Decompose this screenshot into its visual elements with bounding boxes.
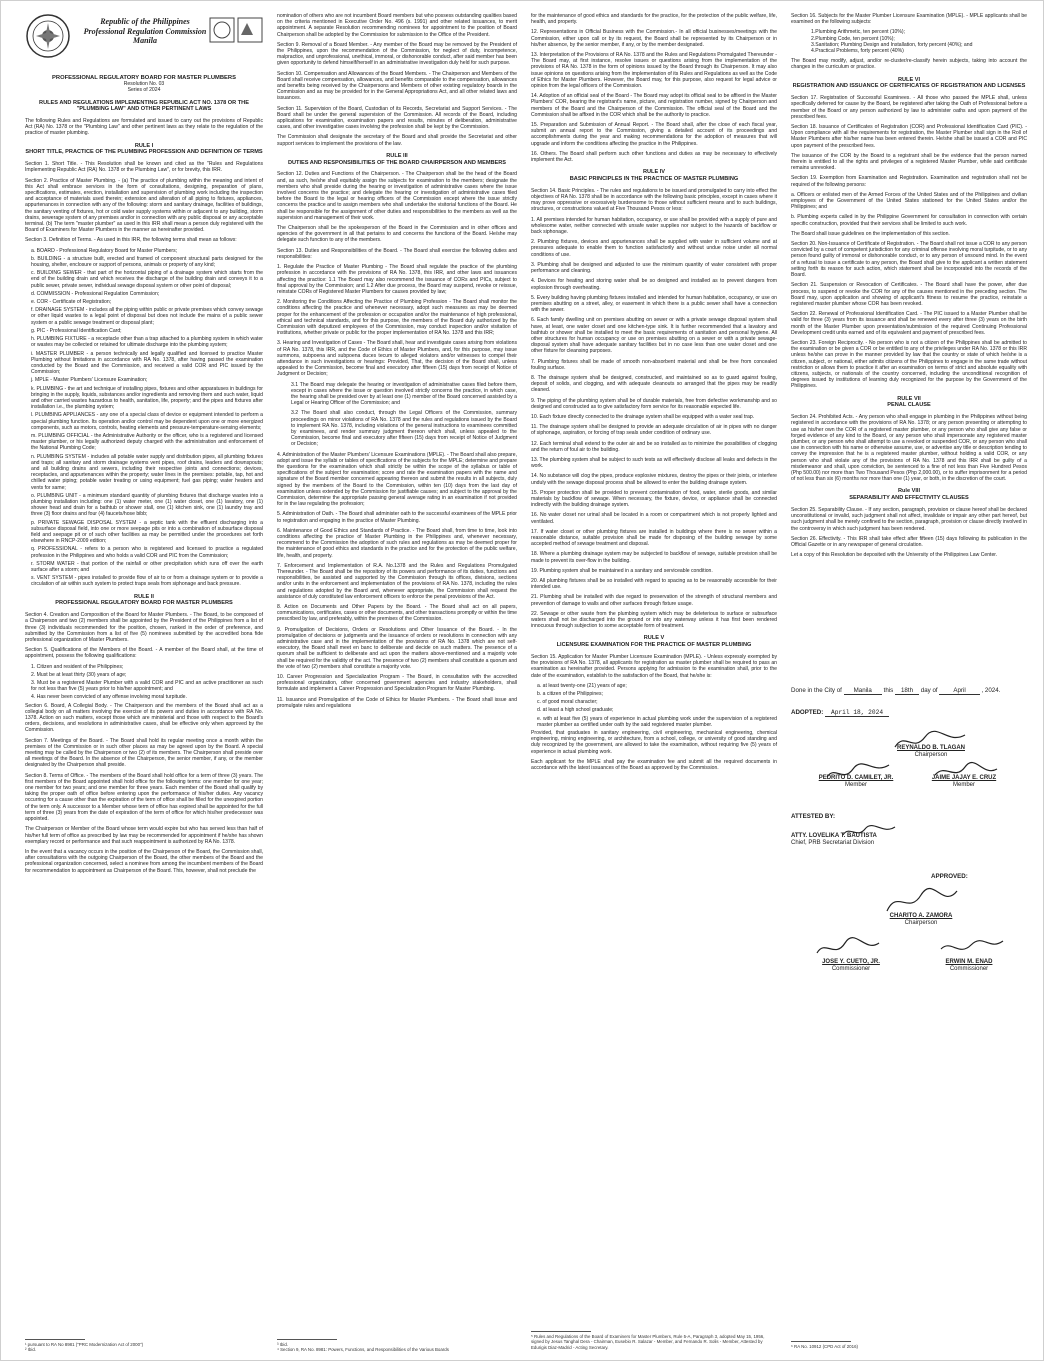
signature-commissioner-2-icon xyxy=(937,935,1007,961)
rule-1-heading xyxy=(25,143,263,157)
rule-8-title: Rule VIII xyxy=(897,488,921,495)
section-2: Section 2. Practice of Master Plumbing. - (a) The practice of plumbing within the meaning and intent of this Act shall embrace services in the form of consultations, designing, preparation of plans, specifications, estimates, erection, installation and supervision of plumbing work including the inspection and acceptance of materials used therein; extension and alteration of all piping to fixtures, appliances, appurtenances in connection with any of the following: storm and sanitary drainage, facilities of buildings, the sanitary venting of fixtures, hot or cold water supply systems within or adjacent to any building, storm drains, sewerage system of any premises and/or in connection with any public disposal or any acceptable terminal. (b) The term "master plumber" as used in this IRR shall mean a person duly registered with the Board of Examiners for Master Plumbers in the manner as hereinafter provided. xyxy=(25,177,263,234)
list-item: 6. Each family dwelling unit on premises abutting on sewer or with a private sewage disposal system shall have, at least, one water closet and one kitchen-type sink. It is further recommended that a lavatory and bathtub or shower shall be installed to meet the basic requirements of sanitation and personal hygiene. All other structures for human occupancy or use on premises abutting on a sewer or with a private sewage-disposal system shall have adequate sanitary facilities but in no case less than one water closet and one other fixture for cleansing purposes. xyxy=(531,317,777,355)
list-item: 4.Practical Problems, forty percent (40%) xyxy=(811,48,904,55)
list-item: 21. Plumbing shall be installed with due regard to preservation of the strength of structural members and prevention of damage to walls and other surfaces through fixture usage. xyxy=(531,594,777,607)
list-item: 16. No water closet nor urinal shall be located in a room or compartment which is not properly lighted and ventilated. xyxy=(531,512,777,525)
rule-3-subtitle: DUTIES AND RESPONSIBILITIES OF THE BOARD CHAIRPERSON AND MEMBERS xyxy=(287,159,507,166)
member-2-title: Member xyxy=(952,782,975,788)
rule-5-subtitle: LICENSURE EXAMINATION FOR THE PRACTICE OF MASTER PLUMBING xyxy=(556,642,752,649)
section-12-para-2: The Chairperson shall be the spokesperson of the Board in the Commission and in other offices and agencies of the government in all that pertains to and concerns the functions of the Board. He/she may delegate such function to any of the members. xyxy=(277,225,517,244)
rule-8-heading xyxy=(791,488,1027,502)
list-item: k. PLUMBING - the art and technique of installing pipes, fixtures and other apparatuses in buildings for bringing in the supply, liquids, substances and/or ingredients and removing them and such water, liquid and other carried wastes hazardous to health, sanitation, life, property; and the pipes and fixtures after installation i.e., the plumbing system; xyxy=(31,385,263,411)
list-item: 4. Administration of the Master Plumbers' Licensure Examinations (MPLE). - The Board shall also prepare, adopt and issue the syllabi or tables of specifications of the subjects for the MPLE; determine and prepare the questions for the examination which shall strictly be within the scope of the syllabus or table of specifications of the subject for examination; score and rate the examination papers with the name and signature of the Board member concerned appearing thereon and submit the results in all subjects, duly signed by the members of the Board to the Commission, within ten (10) days from the last day of examination unless extended by the Commission for justifiable causes; and subject to the approval by the Commission, determine the appropriate passing general average rating in an examination if not provided for in the law regulating the profession; xyxy=(277,451,517,508)
list-item: 7. Enforcement and Implementation of R.A. No.1378 and the Rules and Regulations Promulgated Thereunder. - The Board shall be the repository of its powers and performance of its duties, functions and responsibilities, be assisted and supported by the Commission through its offices, divisions, sections and/or units in the enforcement and implementation of the provisions of RA No. 1378, including the rules and regulations adopted by the Board and, whenever appropriate, the Commission shall request the assistance of duly constituted law enforcement officers to enforce the penal provisions of the Act. xyxy=(277,562,517,600)
list-item: n. PLUMBING SYSTEM - includes all potable water supply and distribution pipes, all plumbing fixtures and traps; all sanitary and storm drainage systems vent pipes, roof drains, leaders and downspouts; and all building drains and sewers, including their respective joints and connections; devices, receptacles, and appurtenances within the property; water lines in the premises: potable, tap, hot and chilled water piping; potable water treating or using equipment; fuel gas piping; water heaters and vents for same; xyxy=(31,453,263,491)
list-item: a. BOARD - Professional Regulatory Board for Master Plumbers; xyxy=(31,247,178,254)
list-item: 9. The piping of the plumbing system shall be of durable materials, free from defective workmanship and so designed and constructed as to give satisfactory form service for its reasonable expected life. xyxy=(531,397,777,410)
footnotes-col-1 xyxy=(25,1339,263,1353)
list-item: 3. Hearing and Investigation of Cases - The Board shall, hear and investigate cases arising from violations of RA No. 1378, this IRR, and the Code of Ethics of Master Plumbers, and, for this purpose, may issue summons, subpoena and subpoena duces tecum to alleged violators and/or witnesses to compel their attendance in such investigations or hearings: Provided, That, the decision of the Board shall, unless appealed to the Commission, become final and executory after fifteen (15) days from receipt of Notice of Judgment or Decision; xyxy=(277,340,517,378)
rule-2-subtitle: PROFESSIONAL REGULATORY BOARD FOR MASTER PLUMBERS xyxy=(55,600,233,607)
list-item: s. VENT SYSTEM - pipes installed to provide flow of air to or from a drainage system or to provide a circulation of air within such system to protect traps seals from siphonage and back pressure. xyxy=(31,575,263,588)
rule-1-title: RULE I xyxy=(134,142,154,149)
list-item: 12. Each terminal shall extend to the outer air and be so installed as to minimize the possibilities of clogging and the return of foul air to the building. xyxy=(531,440,777,453)
subjects-list xyxy=(811,29,1027,54)
member-1-name: PEDRITO D. CAMILET, JR. xyxy=(818,775,894,781)
signatory-commissioner-1 xyxy=(791,959,911,973)
list-item: 14. No substance will clog the pipes, produce explosive mixtures, destroy the pipes or their joints, or interfere unduly with the sewage disposal process shall be allowed to enter the building drainage system. xyxy=(531,473,777,486)
section-8: Section 8. Terms of Office. - The members of the Board shall hold office for a term of three (3) years. The first members of the Board appointed shall hold office for the following terms: one member for one year; one member for two years; and one member for three years. Each member of the Board shall qualify by taking the proper oath of office before entering upon the performance of his/her duties. Any vacancy occurring for a cause other than the expiration of the term of office shall be filled for the unexpired portion of the term only. A successor to a Member whose term of office has expired shall be appointed for the full term of three (3) years from the date of expiration of the term of office for which his/her predecessor was appointed. xyxy=(25,772,263,823)
section-15: Section 15. Application for Master Plumber Licensure Examination (MPLE). - Unless expressly exempted by the provisions of RA No. 1378, all applicants for registration as master plumber shall be required to pass an examination as hereinafter provided. Persons applying for admission to the examination shall, prior to the date of the examination, establish to the satisfaction of the Board, that he/she is: xyxy=(531,654,777,679)
chair-name: REYNALDO B. TLAGAN xyxy=(897,745,965,751)
column-4 xyxy=(791,13,1027,681)
rule-8-subtitle: SEPARABILITY AND EFFECTIVITY CLAUSES xyxy=(849,495,969,502)
duties-continued: for the maintenance of good ethics and standards for the practice, for the protection of the public welfare, life, health, and property. xyxy=(531,13,777,26)
footnote-3: ³ Ibid. xyxy=(277,1342,288,1347)
list-item: 13. The plumbing system shall be subject to such tests as will effectively disclose all leaks and defects in the work. xyxy=(531,456,777,470)
list-item: b. BUILDING - a structure built, erected and framed of component structural parts designed for the housing, shelter, enclosure or support of persons, animals or property of any kind; xyxy=(31,255,263,269)
footnotes-col-2 xyxy=(277,1339,517,1353)
list-item: 3.2 The Board shall also conduct, through the Legal Officers of the Commission, summary proceedings on minor violations of RA No. 1378 and the rules and regulations issued by the Board to implement RA No. 1378, including violations of the general instructions to examinees committed by examinees, and render summary judgment thereon which shall, unless appealed to the Commission, become final and executory after fifteen (15) days from receipt of Notice of Judgment or Decision; xyxy=(291,410,517,448)
section-5: Section 5. Qualifications of the Members of the Board. - A member of the Board shall, at the time of appointment, possess the following qualifications: xyxy=(25,647,263,660)
list-item: 1. Citizen and resident of the Philippines; xyxy=(31,663,124,670)
list-item: o. PLUMBING UNIT - a minimum standard quantity of plumbing fixtures that discharge wastes into a plumbing installation including: one (1) water meter, one (1) water closet, one (1) lavatory, one (1) shower head and drain for a bathtub or shower stall, one (1) kitchen sink, one (1) laundry tray and three (3) floor drains and four (4) faucets/hose bibb; xyxy=(31,492,263,518)
requirements-list xyxy=(531,683,777,728)
letterhead xyxy=(25,13,263,65)
list-item: 4. Has never been convicted of any offense involving moral turpitude. xyxy=(31,694,187,701)
rule-3-heading xyxy=(277,153,517,167)
list-item: 22. Sewage or other waste from the plumbing system which may be deleterious to surface or subsurface waters shall not be discharged into the ground or into any waterway unless it has first been rendered innocuous through subjection to some acceptable form of treatment. xyxy=(531,610,777,630)
section-11-para-2: The Commission shall designate the secretary of the Board and shall provide the Secretariat and other support services to implement the provisions of the law. xyxy=(277,134,517,147)
signatory-member-2 xyxy=(901,775,1027,789)
list-item: m. PLUMBING OFFICIAL - the Administrative Authority or the officer, who is a registered and licensed master plumber, or his legally authorized deputy charged with the administration and enforcement of the National Plumbing Code; xyxy=(31,432,263,452)
footnote-2: ² Ibid. xyxy=(25,1347,36,1353)
column-2 xyxy=(277,13,517,713)
list-item: a. at least twenty-one (21) years of age; xyxy=(537,682,627,689)
definitions-list xyxy=(25,248,263,588)
list-item: d. COMMISSION - Professional Regulation Commission; xyxy=(31,290,160,297)
board-name: PROFESSIONAL REGULATORY BOARD FOR MASTER PLUMBERS xyxy=(52,75,236,81)
section-4: Section 4. Creation and Composition of the Board for Master Plumbers. - The Board, to be composed of a Chairperson and two (2) members shall be appointed by the President of the Philippines from a list of three (3) individuals recommended for the position, chosen, ranked in the order of preference, and submitted by the Commission from a list of five (5) nominees submitted by the accredited bona fide professional organization of Master Plumbers. xyxy=(25,612,263,644)
list-item: e. with at least five (5) years of experience in actual plumbing work under the supervision of a registered master plumber as certified under oath by the said registered master plumber. xyxy=(537,715,777,728)
done-month: April xyxy=(939,687,979,695)
done-day: 18th xyxy=(895,687,919,695)
list-item: b. a citizen of the Philippines; xyxy=(537,691,603,698)
signatory-board-chair xyxy=(861,745,1001,759)
section-15-para-2: Provided, that graduates in sanitary engineering, civil engineering, mechanical engineering, chemical engineering, mining engineering, or architecture, from a school, college, or university of good standing and duly recognized by the government, are allowed to take the examination, without requiring five (5) years of experience in actual plumbing work. xyxy=(531,730,777,755)
series: Series of 2024 xyxy=(127,87,161,94)
list-item: 5. Every building having plumbing fixtures installed and intended for human habitation, occupancy, or use on premises abutting on a street, alley, or easement in which there is a public sewer shall have a connection with the sewer. xyxy=(531,294,777,314)
list-item: a. Officers or enlisted men of the Armed Forces of the United States and of the Philippines and civilian employees of the Government of the United States stationed for the United States and/or the Philippines; and xyxy=(791,191,1027,211)
list-item: 14. Adoption of an official seal of the Board - The Board may adopt its official seal to be affixed in the Master Plumbers' COR, bearing the registrant's name, picture, and registration number, signed by Chairperson and members of the Board and the Chairperson of the Commission. The official seal of the Board and the Commission shall be affixed in the COR which shall be the authority to practice. xyxy=(531,93,777,118)
footnotes-col-4 xyxy=(791,1341,1027,1349)
list-item: 7. Plumbing fixtures shall be made of smooth non-absorbent material and shall be free from concealed fouling surface. xyxy=(531,358,777,371)
section-8-para-3: In the event that a vacancy occurs in the position of the Chairperson of the Board, the Commission shall, after consultations with the outgoing Chairperson of the Board, the other members of the Board and the professional organization concerned, select a nominee from among the incumbent members of the Board for recommendation to appointment as Chairperson of the Board. This, however, shall not preclude the xyxy=(25,848,263,874)
section-16-para-2: The Board may modify, adjust, and/or re-cluster/re-classify herein subjects, taking into account the changes in the curriculum or practice. xyxy=(791,58,1027,71)
list-item: l. PLUMBING APPLIANCES - any one of a special class of device or equipment intended to perform a special plumbing function. Its operation and/or control may be dependent upon one or more energized components, such as motors, controls, heating elements and pressure-temperature-sensing elements; xyxy=(31,412,263,431)
rule-3-title: RULE III xyxy=(386,152,408,159)
rule-7-title: RULE VII xyxy=(897,395,921,402)
list-item: e. COR - Certificate of Registration; xyxy=(31,299,112,306)
list-item: b. Plumbing experts called in by the Philippine Government for consultation in connection with certain specific construction, provided that their services shall be limited to such work. xyxy=(791,214,1027,227)
commissioner-2-name: ERWIN M. ENAD xyxy=(945,959,993,965)
attested-label: ATTESTED BY: xyxy=(791,813,836,820)
section-8-para-2: The Chairperson or Member of the Board whose term would expire but who has served less than half of his/her full term of office as prescribed by law may be recommended for appointment if he/she has shown exemplary record or performance and that such reappointment is authorized by RA No. 1378. xyxy=(25,826,263,845)
section-3: Section 3. Definition of Terms. - As used in this IRR, the following terms shall mean as follows: xyxy=(25,237,237,244)
chair-title: Chairperson xyxy=(914,752,948,758)
org-line-3: Manila xyxy=(132,36,157,45)
rule-2-heading xyxy=(25,594,263,608)
list-item: 11. Issuance and Promulgation of the Code of Ethics for Master Plumbers. - The Board shall issue and promulgate rules and regulations xyxy=(277,696,517,709)
rule-6-heading xyxy=(791,77,1027,91)
section-9: Section 9. Removal of a Board Member. - Any member of the Board may be removed by the President of the Philippines, upon the recommendation of the Commission, for neglect of duty, incompetence, malpractice, and unprofessional, unethical, immoral, or dishonorable conduct, after said member has been given opportunity to defend himself/herself in an administrative investigation duly held for such purpose. xyxy=(277,41,517,67)
list-item: d. at least a high school graduate; xyxy=(537,707,614,714)
prc-seal-icon xyxy=(25,13,71,59)
list-item: 5. Administration of Oath. - The Board shall administer oath to the successful examinees of the MPLE prior to registration and engaging in the practice of Master Plumbing. xyxy=(277,511,517,524)
section-19: Section 19. Exemption from Examination and Registration. Examination and registration shall not be required of the following persons: xyxy=(791,175,1027,188)
section-16: Section 16. Subjects for the Master Plumber Licensure Examination (MPLE). - MPLE applicants shall be examined on the following subjects: xyxy=(791,13,1027,26)
section-10: Section 10. Compensation and Allowances of the Board Members. - The Chairperson and Members of the Board shall receive compensation, allowances, and benefits comparable to the compensation, allowances and benefits being received by the Chairpersons and Members of other existing regulatory boards in the Commission and as may be provided for in the General Appropriations Act, and all other related laws and issuances. xyxy=(277,70,517,102)
list-item: f. DRAINAGE SYSTEM - includes all the piping within public or private premises which convey sewage or other liquid wastes to a legal point of disposal but does not include the mains of a public sewer system or a public sewage treatment or disposal plant; xyxy=(31,307,263,326)
list-item: 6. Maintenance of Good Ethics and Standards of Practice. - The Board shall, from time to time, look into conditions affecting the practice of Master Plumbing in the Philippines and, whenever necessary, recommend to the Commission the adoption of such rules and regulations as may be deemed proper for the maintenance of good ethics and standards in the practice and for the protection of the public welfare, life, health, and property. xyxy=(277,527,517,559)
adopted-line xyxy=(791,709,889,716)
member-2-name: JAIME JAJAY E. CRUZ xyxy=(931,775,997,781)
list-item: 2. Monitoring the Conditions Affecting the Practice of Plumbing Profession - The Board shall monitor the conditions affecting the practice and whenever necessary, adopt such measures as may be deemed proper for the enhancement of the profession or occupation and/or the maintenance of high professional, ethical and technical standards, and for this purpose, the members of the Board duly authorized by the Commission with deputized employees of the Commission, may conduct inspection and/or visitation of institutions, whether private or public for the proper implementation of RA No. 1378 and this IRR; xyxy=(277,299,517,337)
signatory-attested xyxy=(791,833,941,847)
list-item: i. MASTER PLUMBER - a person technically and legally qualified and licensed to practice Master Plumbing without limitations in accordance with RA No. 1378, after having passed the examination conducted by the Board and the Commission, and received a valid COR and PIC issued by the Commission; xyxy=(31,350,263,376)
list-item: 16. Others. The Board shall perform such other functions and duties as may be necessary to effectively implement the Act. xyxy=(531,150,777,164)
signatory-prc-chair xyxy=(861,913,981,927)
list-item: 1. Regulate the Practice of Master Plumbing - The Board shall regulate the practice of the plumbing profession in accordance with the provisions of RA No. 1378, this IRR, and other laws and issuances affecting the practice: 1.1 The Board may also recommend the issuance of CORs and PICs, subject to final approval by the Commission; and 1.2 After due process, the Board may suspend, revoke or reissue, reinstate CORs of Registered Master Plumbers for causes provided by law; xyxy=(277,264,517,295)
signatory-commissioner-2 xyxy=(911,959,1027,973)
section-18-para-2: The issuance of the COR by the Board to a registrant shall be the evidence that the person named therein is entitled to all the rights and privileges of a registered Master Plumber, while said certificate remains unrevoked. xyxy=(791,152,1027,172)
rule-5-heading xyxy=(531,635,777,649)
rule-6-subtitle: REGISTRATION AND ISSUANCE OF CERTIFICATES OF REGISTRATION AND LICENSES xyxy=(792,83,1026,90)
rule-1-subtitle: SHORT TITLE, PRACTICE OF THE PLUMBING PROFESSION AND DEFINITION OF TERMS xyxy=(25,149,263,156)
list-item: 1.Plumbing Arithmetic, ten percent (10%); xyxy=(811,29,905,36)
rule-7-subtitle: PENAL CLAUSE xyxy=(887,402,931,409)
signature-commissioner-1-icon xyxy=(813,935,883,961)
list-item: r. STORM WATER - that portion of the rainfall or other precipitation which runs off over the earth surface after a storm; and xyxy=(31,560,263,573)
qualifications-list xyxy=(25,664,263,701)
list-item: c. BUILDING SEWER - that part of the horizontal piping of a drainage system which starts from the end of the building drain and which receives the discharge of the building drain and conveys it to a public sewer, private sewer, individual sewage disposal system or other point of disposal; xyxy=(31,270,263,289)
list-item: 19. Plumbing system shall be maintained in a sanitary and serviceable condition. xyxy=(531,567,713,574)
section-14: Section 14. Basic Principles. - The rules and regulations to be issued and promulgated to carry into effect the objectives of RA No. 1378 shall be in accordance with the following basic principles, except in cases where it may prove oppressive or excessively burdensome to those without sufficient means and to such buildings, structures, or constructions valued at Five Thousand Pesos or less: xyxy=(531,187,777,213)
prc-chair-title: Chairperson xyxy=(904,920,938,926)
done-city: Manila xyxy=(844,687,882,695)
section-17: Section 17. Registration of Successful Examinees. - All those who passed the MPLE shall, unless specifically deferred for cause by the Board, be registered after taking the Oath of Professional before a member of the Board or any person authorized by law to administer oaths and upon payment of the prescribed fees. xyxy=(791,95,1027,120)
section-26: Section 26. Effectivity. - This IRR shall take effect after fifteen (15) days following its publication in the Official Gazette or in any newspaper of general circulation. xyxy=(791,535,1027,548)
list-item: 3. Must be a registered Master Plumber with a valid COR and PIC and an active practitioner as such for not less than five (5) years prior to his/her appointment; and xyxy=(31,680,263,693)
commissioner-1-title: Commissioner xyxy=(831,966,871,972)
list-item: 3. Plumbing shall be designed and adjusted to use the minimum quantity of water consistent with proper performance and cleaning. xyxy=(531,261,777,275)
list-item: 9. Promulgation of Decisions, Orders or Resolutions and Other Issuance of the Board. - In the promulgation of decisions or judgments and the issuance of orders or resolutions in connection with any administrative case and in the implementation of the provisions of RA No. 1378 which are not self-executory, the Board shall meet en banc to deliberate and decide on such matters. The presence of a quorum shall be sufficient to deliberate and act upon the matters above-mentioned and a majority vote shall be required for the validity of the act. The presence of two (2) members shall constitute a quorum and the vote of two (2) members shall constitute a majority vote. xyxy=(277,626,518,670)
section-20: Section 20. Non-Issuance of Certificate of Registration. - The Board shall not issue a COR to any person convicted by a court of competent jurisdiction for any criminal offense involving moral turpitude, or to any person found guilty of immoral or dishonorable conduct, or to any person of unsound mind. In the event of a refusal to issue a certificate to any person, the Board shall give to the applicant a written statement setting forth its reason for such action, which statement shall be incorporated into the records of the Board. xyxy=(791,241,1027,279)
list-item: q. PROFESSIONAL - refers to a person who is registered and licensed to practice a regulated profession in the Philippines and who holds a valid COR and PIC from the Commission; xyxy=(31,546,263,559)
intro-text: The following Rules and Regulations are formulated and issued to carry out the provisions of Republic Act (RA) No. 1378 or the "Plumbing Law" and other pertinent laws as they relate to the regulation of the practice of master plumbing. xyxy=(25,118,263,137)
section-23: Section 23. Foreign Reciprocity. - No person who is not a citizen of the Philippines shall be admitted to the examination or be given a COR or be entitled to any of the privileges under RA No. 1378 or this IRR unless he/she can prove in the manner provided by law that the country or state of which he/she is a citizen, subject, or national, either admits citizens of the Philippines to engage in the same trade without restriction or allows them to practice it after an examination on terms of strict and absolute equality with citizens, subjects, or nationals of the country concerned, including the unconditional recognition of degrees issued by institutions of learning duly recognized for the purpose by the Government of the Philippines. xyxy=(791,339,1027,390)
commissioner-2-title: Commissioner xyxy=(949,966,989,972)
section-7: Section 7. Meetings of the Board. - The Board shall hold its regular meeting once a month within the premises of the Commission or in such other places as may be agreed upon by the Board. A special meeting may be called by the Chairperson or two (2) of its members. The Chairperson shall preside over all meetings of the Board. In the absence of the Chairperson, the senior member, if any, or the member designated by the Chairperson shall preside. xyxy=(25,737,263,769)
done-prefix: Done in the City of xyxy=(791,687,842,694)
org-name xyxy=(75,17,215,46)
list-item: c. of good moral character; xyxy=(537,699,598,706)
done-this: this xyxy=(883,687,894,694)
list-item: 10. Each fixture directly connected to the drainage system shall be equipped with a water seal trap. xyxy=(531,413,755,420)
list-item: 11. The drainage system shall be designed to provide an adequate circulation of air in pipes with no danger of siphonage, aspiration, or forcing of trap seals under condition of ordinary use. xyxy=(531,424,777,437)
section-13: Section 13. Duties and Responsibilities of the Board. - The Board shall exercise the following duties and responsibilities: xyxy=(277,247,517,260)
list-item: 8. Action on Documents and Other Papers by the Board. - The Board shall act on all papers, communications, certificates, cases or other documents, and other transactions promptly or within the time prescribed by law, and preferably, within the premises of the Commission. xyxy=(277,604,517,623)
document-title: RULES AND REGULATIONS IMPLEMENTING REPUBLIC ACT NO. 1378 OR THE "PLUMBING LAW" AND OTHER PERTINENT LAWS xyxy=(39,99,249,112)
list-item: 13. Interpretation of the Provisions of RA No. 1378 and the Rules and Regulations Promulgated Thereunder - The Board may, at first instance, resolve issues or questions arising from the implementation of the provisions of RA No. 1378 in the form of opinions issued by the Board through its Chairperson. It may also issue opinions on questions arising from the implementation of its Rules and Regulations as well as the Code of Ethics for Master Plumbers. However, the Board may, for this purpose, also request for legal advice or opinion from the legal officers of the Commission. xyxy=(531,52,777,90)
adopted-label: ADOPTED: xyxy=(791,709,824,716)
section-15-para-3: Each applicant for the MPLE shall pay the examination fee and submit all the required documents in accordance with the latest issuances of the Board as approved by the Commission. xyxy=(531,758,777,772)
commissioner-1-name: JOSE Y. CUETO, JR. xyxy=(822,959,880,965)
org-line-1: Republic of the Philippines xyxy=(100,17,190,26)
list-item: g. PIC - Professional Identification Card; xyxy=(31,327,122,334)
list-item: 20. All plumbing fixtures shall be so installed with regard to spacing as to be reasonably accessible for their intended use. xyxy=(531,578,777,591)
prc-chair-name: CHARITO A. ZAMORA xyxy=(889,913,953,919)
list-item: p. PRIVATE SEWAGE DISPOSAL SYSTEM - a septic tank with the effluent discharging into a subsurface disposal field, into one or more seepage pits or into a combination of subsurface disposal field and seepage pit or of such other facilities as may be permitted under the procedures set forth elsewhere in RNCP-2009 edition; xyxy=(31,519,263,545)
list-item: h. PLUMBING FIXTURE - a receptacle other than a trap attached to a plumbing system in which water or wastes may be collected or retained for ultimate discharge into the plumbing system; xyxy=(31,336,263,349)
done-line xyxy=(791,687,1027,694)
list-item: 2. Plumbing fixtures, devices and appurtenances shall be supplied with water in sufficient volume and at pressures adequate to enable them to function satisfactorily and without undue noise under all normal conditions of use. xyxy=(531,239,777,258)
list-item: 10. Career Progression and Specialization Program - The Board, in consultation with the accredited professional organization, other concerned government agencies and industry stakeholders, shall formulate and implement a Career Progression and Specialization Program for Master Plumbing. xyxy=(277,674,517,693)
section-18: Section 18. Issuance of Certificates of Registration (COR) and Professional Identification Card (PIC). - Upon compliance with all the requirements for registration, the Master Plumber shall sign in the Roll of Master Plumbers after his/her name has been entered therein. He/she shall be issued a COR and PIC upon payment of the prescribed fees. xyxy=(791,124,1027,149)
list-item: 3.Sanitation; Plumbing Design and Installation, forty percent (40%); and xyxy=(811,41,973,48)
footnotes-col-3 xyxy=(531,1331,777,1350)
list-item: 1. All premises intended for human habitation, occupancy, or use shall be provided with a supply of pure and wholesome water, neither connected with unsafe water supplies nor subject to the hazards of backflow or back siphonage. xyxy=(531,216,777,236)
footnote-1: ¹ pursuant to RA No 8981 ("PRC Modernization Act of 2000") xyxy=(25,1342,144,1347)
list-item: j. MPLE - Master Plumbers' Licensure Examination; xyxy=(31,377,148,384)
section-21: Section 21. Suspension or Revocation of Certificates. - The Board shall have the power, after due process, to suspend or revoke the COR for any of the causes mentioned in the preceding section. The Board may, upon application and showing of applicant's fitness to resume the practice, reinstate a registered master plumber whose COR has been revoked. xyxy=(791,282,1027,307)
list-item: 15. Proper protection shall be provided to prevent contamination of food, water, sterile goods, and similar materials by backflow of sewage. When necessary, the fixture, device, or appliance shall be connected indirectly with the building drainage system. xyxy=(531,489,777,509)
section-6: Section 6. Board, A Collegial Body. - The Chairperson and the members of the Board shall act as a collegial body on all matters involving the exercise of its powers and duties in accordance with RA No. 1378. Action on such matters, except those which are ministerial and those with respect to the Board's orders, decisions, and resolutions in administrative cases, shall be effective only when approved by the Commission. xyxy=(25,702,263,734)
section-26-para-2: Let a copy of this Resolution be deposited with the University of the Philippines Law Center. xyxy=(791,552,998,559)
list-item: 12. Representations in Official Business with the Commission.- In all official businesses/meetings with the Commission, either upon call or by its request, the Board shall be represented by its Chairperson or in his/her absence, by the senior member, if any, or by the member designated. xyxy=(531,29,777,48)
section-19-para-2: The Board shall issue guidelines on the implementation of this section. xyxy=(791,230,950,237)
section-25: Section 25. Separability Clause. - If any section, paragraph, provision or clause hereof shall be declared unconstitutional or invalid, such judgment shall not affect, invalidate or impair any other part hereof, but such judgment shall be merely confined to the section, paragraph, provision or clause directly involved in the controversy in which such judgment has been rendered. xyxy=(791,506,1027,532)
attested-name: ATTY. LOVELIKA T. BAUTISTA xyxy=(791,833,877,839)
list-item: 2. Must be at least thirty (30) years of age; xyxy=(31,671,127,678)
footnote-5: ⁵ Rules and Regulations of the Board of Examiners for Master Plumbers, Rule 5-A, Paragraph 3, adopted May 15, 1956, signed by Jesus Tanghal Dera - Chairman, Eusebio R. Salazar - Member, and Fernando R. Solis - Member, Attested by Edurigis Diaz-Madrid - Acting Secretary. xyxy=(531,1334,765,1350)
rule-4-title: RULE IV xyxy=(642,169,666,176)
section-24: Section 24. Prohibited Acts. - Any person who shall engage in plumbing in the Philippines without being registered in accordance with the provisions of RA No. 1378; or any person presenting or attempting to use as his/her own the COR of a registered master plumber, or any person who shall give any false or forged evidence of any kind to the Board, or any person who shall impersonate any registered master plumber, or any person who shall attempt to use a revoked or suspended COR, or any person who shall use in connection with his name or otherwise assume, use, or advertise any title or description tending to convey the impression that he is a registered master plumber, without holding a valid COR, or any person who shall violate any of the provisions of RA No. 1378 and this IRR shall be guilty of a misdemeanor and shall, upon conviction, be sentenced to a fine of not less than Five Hundred Pesos (Php 500.00) nor more than Two Thousand Pesos (Php 2,000.00), or to suffer imprisonment for a period of not less than six (6) months nor more than one (1) year, or both, in the discretion of the court. xyxy=(791,414,1027,483)
list-item: 4. Devices for heating and storing water shall be so designed and installed as to prevent dangers from explosion through overheating. xyxy=(531,278,777,291)
member-1-title: Member xyxy=(844,782,867,788)
footnote-6: ⁶ RA No. 10912 (CPD Act of 2016) xyxy=(791,1344,858,1349)
section-12: Section 12. Duties and Functions of the Chairperson. - The Chairperson shall be the head of the Board and, as such, he/she shall equitably assign the subjects for examination to the members; designate the members who shall preside during the hearing or investigation of administrative cases where the issue involved concerns the practice; and delegate the hearing or investigation of administrative cases filed before the Board to the legal or hearing officers of the Commission except where the issue strictly concerns the practice and to assign members who shall undertake the visitorial functions of the Board. He shall be responsible for the assignment of other duties and responsibilities to the members as well as the supervision and management of their work. xyxy=(277,171,517,221)
duties-list xyxy=(277,264,517,709)
list-item: 8. The drainage system shall be designed, constructed, and maintained so as to guard against fouling, deposit of solids, and clogging, and with adequate cleanouts so arranged that the pipes may be readily cleaned. xyxy=(531,374,777,394)
section-1: Section 1. Short Title. - This Resolution shall be known and cited as the "Rules and Regulations Implementing Republic Act (RA) No. 1378 or the Plumbing Law", or for brevity, this IRR. xyxy=(25,161,263,174)
done-year: , 2024. xyxy=(981,687,1001,694)
org-line-2: Professional Regulation Commission xyxy=(83,26,207,36)
resolution-no: Resolution No. 03 xyxy=(123,81,165,88)
principles-list xyxy=(531,217,777,630)
section-22: Section 22. Renewal of Professional Identification Card. - The PIC issued to a Master Plumber shall be valid for three (3) years from its issuance and shall be renewed every after three (3) years on the birth month of the Master Plumber upon presentation/submission of the required Continuing Professional Development credit units earned and of its equivalent and payment of prescribed fees. xyxy=(791,311,1027,336)
column-1 xyxy=(25,13,263,878)
rule-4-subtitle: BASIC PRINCIPLES IN THE PRACTICE OF MASTER PLUMBING xyxy=(569,176,739,183)
rule-2-title: RULE II xyxy=(134,593,154,600)
adopted-date: April 18, 2024 xyxy=(825,709,889,717)
list-item: 2.Plumbing Code, ten percent (10%); xyxy=(811,35,895,42)
section-11: Section 11. Supervision of the Board, Custodian of its Records, Secretariat and Support Services. - The Board shall be under the general supervision of the Commission. All records of the Board, including applications for examination, examination papers and results, minutes of deliberation, administrative cases, and other investigative cases involving the profession shall be kept by the Commission. xyxy=(277,105,517,131)
rule-6-title: RULE VI xyxy=(897,76,921,83)
list-item: 17. If water closet or other plumbing fixtures are installed in buildings where there is no sewer within a reasonable distance, suitable provision shall be made for disposing of the building sewage by some accepted method of sewage treatment and disposal. xyxy=(531,528,777,548)
section-8-continued: nomination of others who are not incumbent Board members but who possess outstanding qualities based on the criteria mentioned in Executive Order No. 496 (s. 1991) and other related issuances, to merit appointment. A separate Resolution recommending nominees for appointment to the position of Board Chairperson shall be adopted by the Commission for submission to the Office of the President. xyxy=(277,13,517,38)
rule-7-heading xyxy=(791,396,1027,410)
list-item: 18. Where a plumbing drainage system may be subjected to backflow of sewage, suitable provision shall be made to prevent its over-flow in the building. xyxy=(531,551,777,564)
done-dayof: day of xyxy=(920,687,938,694)
list-item: 15. Preparation and Submission of Annual Report. - The Board shall, after the close of each fiscal year, submit an annual report to the Commission, giving a detailed account of its proceedings and accomplishments during the year and making recommendations for the adoption of measures that will upgrade and inform the conditions affecting the practice in the Philippines. xyxy=(531,122,777,147)
footnote-4: ⁴ Section 9, RA No. 8981: Powers, Functions, and Responsibilities of the Various Boards xyxy=(277,1347,449,1353)
rule-4-heading xyxy=(531,169,777,183)
rule-5-title: RULE V xyxy=(643,635,665,642)
certification-logos-icon xyxy=(209,17,263,43)
column-3 xyxy=(531,13,777,775)
approved-label: APPROVED: xyxy=(931,873,968,880)
list-item: 3.1 The Board may delegate the hearing or investigation of administrative cases filed before them, except in cases where the issue or question involved strictly concerns the practice, in which case, the hearing shall be presided over by at least one (1) member of the Board concerned assisted by a Legal or Hearing Officer of the Commission; and xyxy=(291,381,517,407)
attested-title: Chief, PRB Secretariat Division xyxy=(791,840,875,846)
